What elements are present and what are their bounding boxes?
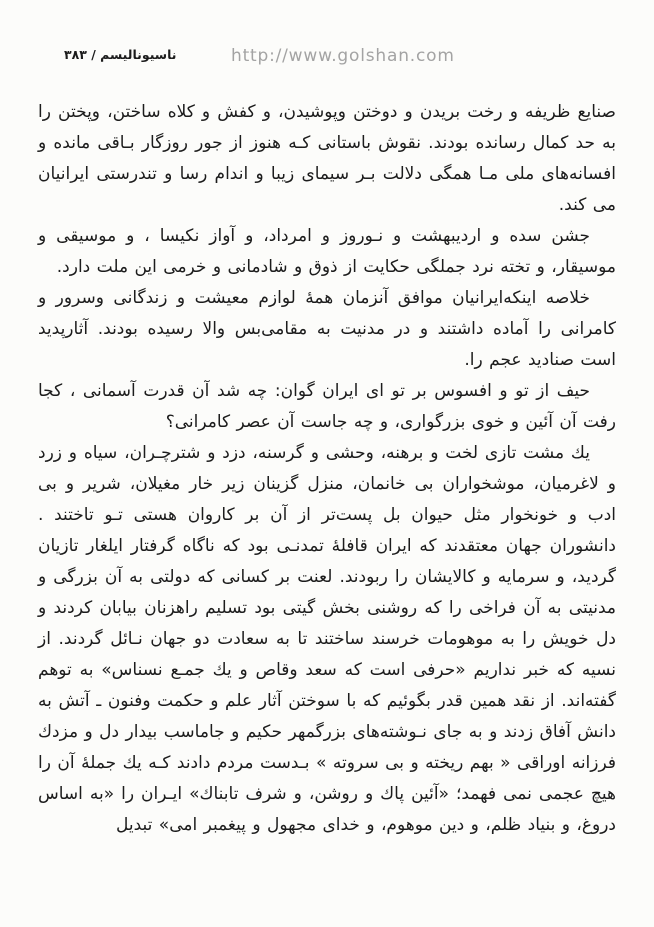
paragraph: خلاصه اینکه‌ایرانیان موافق آنزمان همهٔ لوازم معیشت و زندگانی وسرور و کامرانی را آماده داشتند و در مدنیت به مقامی‌بس والا رسیده بودند. آثارپدید است صنادید عجم را.	[38, 288, 616, 370]
paragraph: صنایع ظریفه و رخت بریدن و دوختن وپوشیدن، و کفش و کلاه ساختن، وپختن را به حد کمال رسانده بودند. نقوش باستانی کـه هنوز از جور روزگار بـاقی مانده و افسانه‌های ملی مـا همگی دلالت بـر سیمای زیبا و اندام رسا و تندرستی ایرانیان می کند.	[38, 102, 616, 215]
paragraph: جشن سده و اردیبهشت و نـوروز و امرداد، و آواز نکیسا ، و موسیقی و موسیقار، و تخته نرد جملگی حکایت از ذوق و شادمانی و خرمی این ملت دارد.	[38, 226, 616, 277]
watermark-url: http://www.golshan.com	[231, 46, 455, 66]
paragraph: یك مشت تازی لخت و برهنه، وحشی و گرسنه، دزد و شترچـران، سیاه و زرد و لاغرمیان، موشخواران بی خانمان، منزل گزینان زیر خار مغیلان، شریر و بی ادب و خونخوار مثل حیوان بل پست‌تر از آن بر کاروان هستی تـو تاختند . دانشوران جهان معتقدند که ایران قافلهٔ تمدنـی بود که ناگاه گرفتار ایلغار تازیان گردید، و سرمایه و کالایشان را ربودند. لعنت بر کسانی که دولتی به آن بزرگی و مدنیتی به آن فراخی را که روشنی بخش گیتی بود تسلیم راهزنان بیابان کردند و دل خویش را به موهومات خرسند ساختند تا به سعادت دو جهان نـائل گردند. از نسیه که خبر نداریم «حرفی است که سعد وقاص و یك جمـع نسناس» به توهم گفته‌اند. از نقد همین قدر بگوئیم که با سوختن آثار علم و حکمت وفنون ـ آتش به دانش آفاق زدند و به جای نـوشته‌های بزرگمهر حکیم و جاماسب بیدار دل و مزدك فرزانه اوراقی « بهم ریخته و بی سروته » بـدست مردم دادند کـه یك جملهٔ آن را هیچ عجمی نمی فهمد؛ «آئین پاك و روشن، و شرف تابناك» ایـران را «به اساس دروغ، و بنیاد ظلم، و دین موهوم، و خدای مجهول و پیغمبر امی» تبدیل	[38, 443, 616, 835]
page-text	[38, 97, 616, 841]
running-head-title-page-number: ناسیونالیسم / ۳۸۳	[64, 47, 177, 62]
paragraph: حیف از تو و افسوس بر تو ای ایران گوان: چه شد آن قدرت آسمانی ، کجا رفت آن آئین و خوی بزرگواری، و چه جاست آن عصر کامرانی؟	[38, 381, 616, 432]
